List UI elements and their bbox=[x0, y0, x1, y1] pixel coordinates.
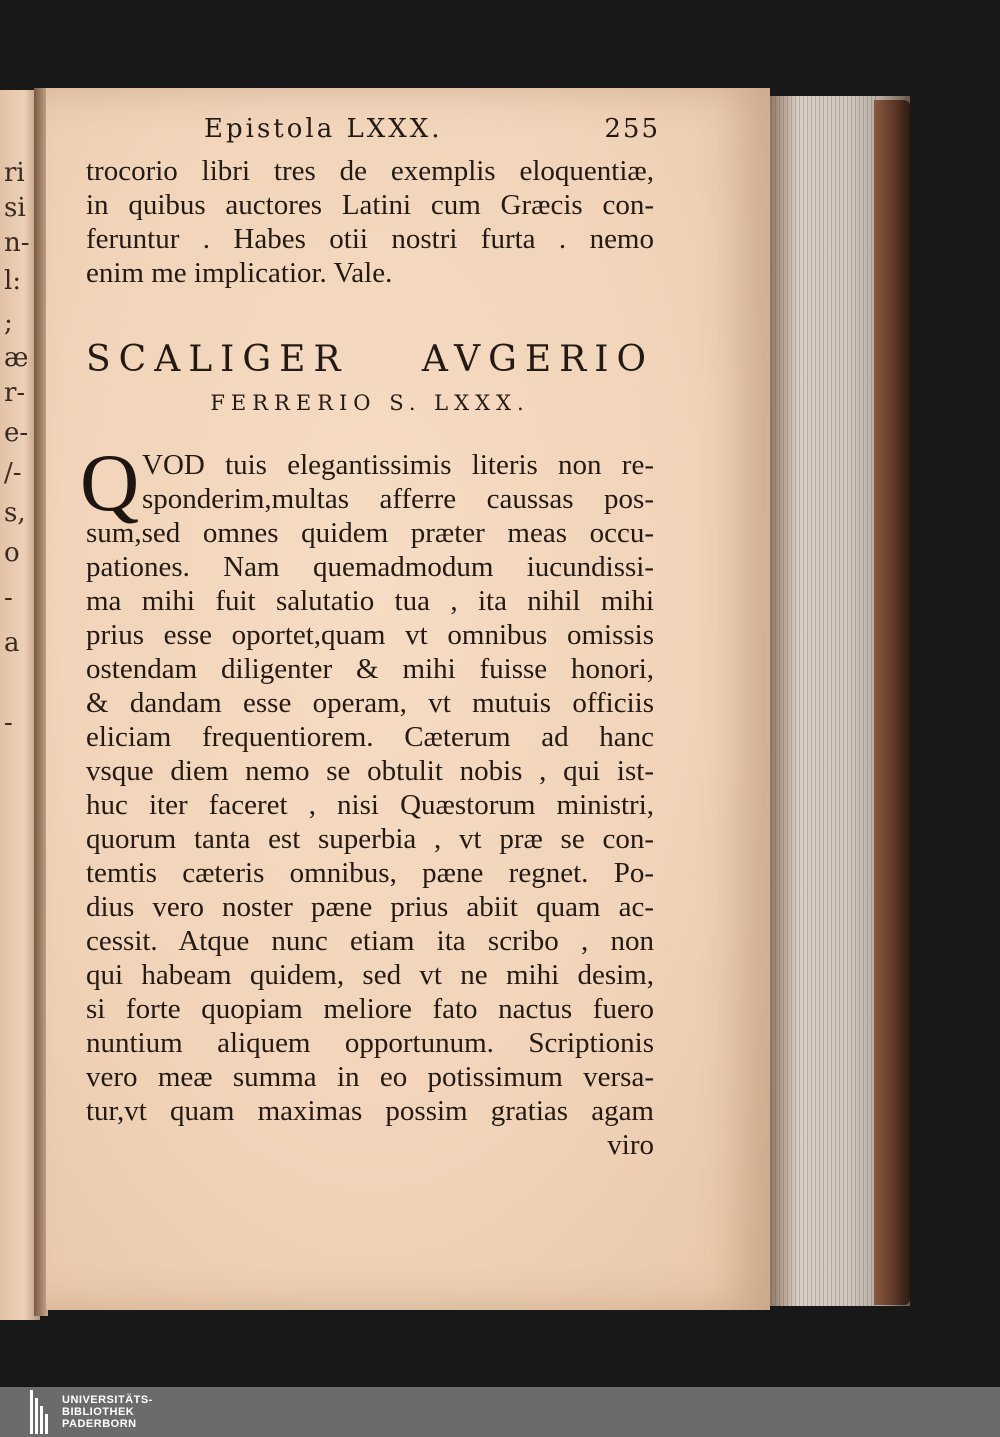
left-page-fragment: - bbox=[4, 708, 13, 738]
left-page-fragment: a bbox=[4, 628, 20, 658]
left-page-fragment: e- bbox=[4, 418, 29, 448]
book-cover bbox=[874, 100, 910, 1305]
page-edges bbox=[768, 96, 878, 1306]
catchword: viro bbox=[607, 1129, 654, 1161]
library-name-line: PADERBORN bbox=[62, 1418, 137, 1430]
library-name-line: UNIVERSITÄTS- bbox=[62, 1394, 153, 1406]
text-line: cessit. Atque nunc etiam ita scribo , non bbox=[86, 925, 654, 957]
running-title: Epistola LXXX. bbox=[204, 114, 443, 144]
letter-subtitle: FERRERIO S. LXXX. bbox=[210, 391, 530, 415]
drop-capital: Q bbox=[80, 437, 140, 528]
library-name bbox=[62, 1394, 153, 1430]
text-line: eliciam frequentiorem. Cæterum ad hanc bbox=[86, 721, 654, 753]
text-line: dius vero noster pæne prius abiit quam ac- bbox=[86, 891, 654, 923]
text-line: & dandam esse operam, vt mutuis officiis bbox=[86, 687, 654, 719]
text-line: huc iter faceret , nisi Quæstorum ministri, bbox=[86, 789, 654, 821]
page-number: 255 bbox=[604, 114, 660, 144]
text-line: ostendam diligenter & mihi fuisse honori, bbox=[86, 653, 654, 685]
library-footer bbox=[0, 1387, 1000, 1437]
text-line: temtis cæteris omnibus, pæne regnet. Po- bbox=[86, 857, 654, 889]
text-line: qui habeam quidem, sed vt ne mihi desim, bbox=[86, 959, 654, 991]
text-line: quorum tanta est superbia , vt præ se con- bbox=[86, 823, 654, 855]
text-line: si forte quopiam meliore fato nactus fuero bbox=[86, 993, 654, 1025]
left-page-fragment: n- bbox=[4, 228, 30, 258]
text-line: feruntur . Habes otii nostri furta . nemo bbox=[86, 223, 654, 255]
right-page bbox=[46, 88, 770, 1310]
left-page-fragment: s, bbox=[4, 498, 26, 528]
letter-title: SCALIGER AVGERIO bbox=[86, 339, 654, 380]
left-page-fragment: - bbox=[4, 583, 13, 613]
left-page-fragment: o bbox=[4, 538, 20, 568]
text-line: enim me implicatior. Vale. bbox=[86, 257, 393, 289]
left-page-fragment: ; bbox=[4, 308, 13, 338]
text-line: vero meæ summa in eo potissimum versa- bbox=[86, 1061, 654, 1093]
left-page-fragment: l: bbox=[4, 266, 22, 296]
text-line: tur,vt quam maximas possim gratias agam bbox=[86, 1095, 654, 1127]
letter-body bbox=[80, 437, 654, 1162]
text-line: trocorio libri tres de exemplis eloquentiæ, bbox=[86, 155, 654, 187]
continuation-text bbox=[86, 154, 654, 290]
library-name-line: BIBLIOTHEK bbox=[62, 1406, 135, 1418]
left-page-fragment: ri bbox=[4, 158, 25, 188]
text-line: ma mihi fuit salutatio tua , ita nihil mihi bbox=[86, 585, 654, 617]
text-line: nuntium aliquem opportunum. Scriptionis bbox=[86, 1027, 654, 1059]
text-block bbox=[80, 114, 660, 1162]
text-line: in quibus auctores Latini cum Græcis con- bbox=[86, 189, 654, 221]
text-line: prius esse oportet,quam vt omnibus omissis bbox=[86, 619, 654, 651]
text-line: sum,sed omnes quidem præter meas occu- bbox=[86, 517, 654, 549]
text-line: vsque diem nemo se obtulit nobis , qui ist- bbox=[86, 755, 654, 787]
text-line: sponderim,multas afferre caussas pos- bbox=[142, 483, 654, 515]
text-line: pationes. Nam quemadmodum iucundissi- bbox=[86, 551, 654, 583]
text-line: VOD tuis elegantissimis literis non re- bbox=[142, 449, 654, 481]
left-page-fragment: si bbox=[4, 193, 26, 223]
running-header bbox=[86, 114, 660, 154]
left-page-fragment: æ bbox=[4, 343, 29, 373]
left-page-fragment: r- bbox=[4, 378, 26, 408]
left-page-fragment: /- bbox=[4, 458, 22, 488]
library-logo-icon bbox=[30, 1390, 50, 1434]
